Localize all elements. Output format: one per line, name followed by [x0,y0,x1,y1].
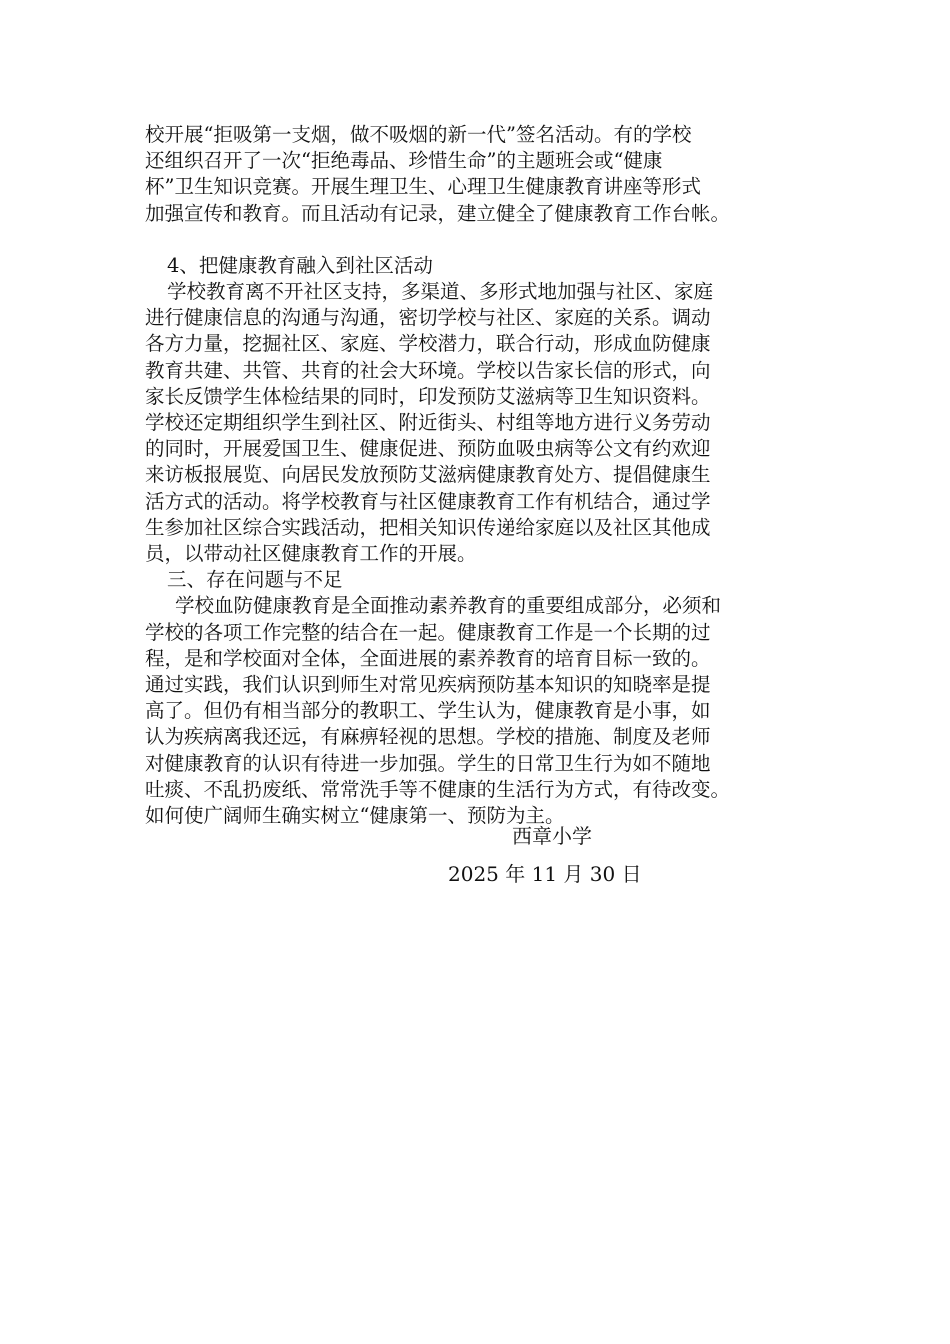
paragraph-line: 如何使广阔师生确实树立“健康第一、预防为主。 [145,804,565,828]
paragraph-line: 员，以带动社区健康教育工作的开展。 [145,542,477,566]
paragraph-line: 吐痰、不乱扔废纸、常常洗手等不健康的生活行为方式，有待改变。 [145,777,731,801]
paragraph-line: 杯”卫生知识竞赛。开展生理卫生、心理卫生健康教育讲座等形式 [145,175,701,199]
paragraph-line: 的同时，开展爱国卫生、健康促进、预防血吸虫病等公文有约欢迎 [145,437,711,461]
paragraph-line: 进行健康信息的沟通与沟通，密切学校与社区、家庭的关系。调动 [145,306,711,330]
paragraph-line: 学校还定期组织学生到社区、附近街头、村组等地方进行义务劳动 [145,411,711,435]
paragraph-line: 还组织召开了一次“拒绝毒品、珍惜生命”的主题班会或“健康 [145,149,663,173]
paragraph-line: 认为疾病离我还远，有麻痹轻视的思想。学校的措施、制度及老师 [145,725,711,749]
paragraph-gap [145,227,825,253]
paragraph-line: 学校血防健康教育是全面推动素养教育的重要组成部分，必须和 [175,594,722,618]
paragraph-line: 通过实践，我们认识到师生对常见疾病预防基本知识的知晓率是提 [145,673,711,697]
paragraph-line: 各方力量，挖掘社区、家庭、学校潜力，联合行动，形成血防健康 [145,332,711,356]
document-body [145,122,825,829]
paragraph-line: 生参加社区综合实践活动，把相关知识传递给家庭以及社区其他成 [145,515,711,539]
paragraph-line: 高了。但仍有相当部分的教职工、学生认为，健康教育是小事，如 [145,699,711,723]
paragraph-line: 程，是和学校面对全体，全面进展的素养教育的培育目标一致的。 [145,646,711,670]
section-heading-4: 4、把健康教育融入到社区活动 [167,253,433,277]
paragraph-line: 活方式的活动。将学校教育与社区健康教育工作有机结合，通过学 [145,489,711,513]
signature-organization: 西章小学 [512,824,592,848]
paragraph-line: 加强宣传和教育。而且活动有记录，建立健全了健康教育工作台帐。 [145,201,731,225]
paragraph-line: 来访板报展览、向居民发放预防艾滋病健康教育处方、提倡健康生 [145,463,711,487]
paragraph-line: 校开展“拒吸第一支烟，做不吸烟的新一代”签名活动。有的学校 [145,123,692,146]
paragraph-line: 学校的各项工作完整的结合在一起。健康教育工作是一个长期的过 [145,620,711,644]
paragraph-line: 教育共建、共管、共育的社会大环境。学校以告家长信的形式，向 [145,358,711,382]
paragraph-line: 家长反馈学生体检结果的同时，印发预防艾滋病等卫生知识资料。 [145,384,711,408]
paragraph-line: 学校教育离不开社区支持，多渠道、多形式地加强与社区、家庭 [167,280,714,304]
paragraph-line: 对健康教育的认识有待进一步加强。学生的日常卫生行为如不随地 [145,751,711,775]
section-heading-3: 三、存在问题与不足 [167,568,343,592]
signature-date: 2025 年 11 月 30 日 [448,862,642,886]
